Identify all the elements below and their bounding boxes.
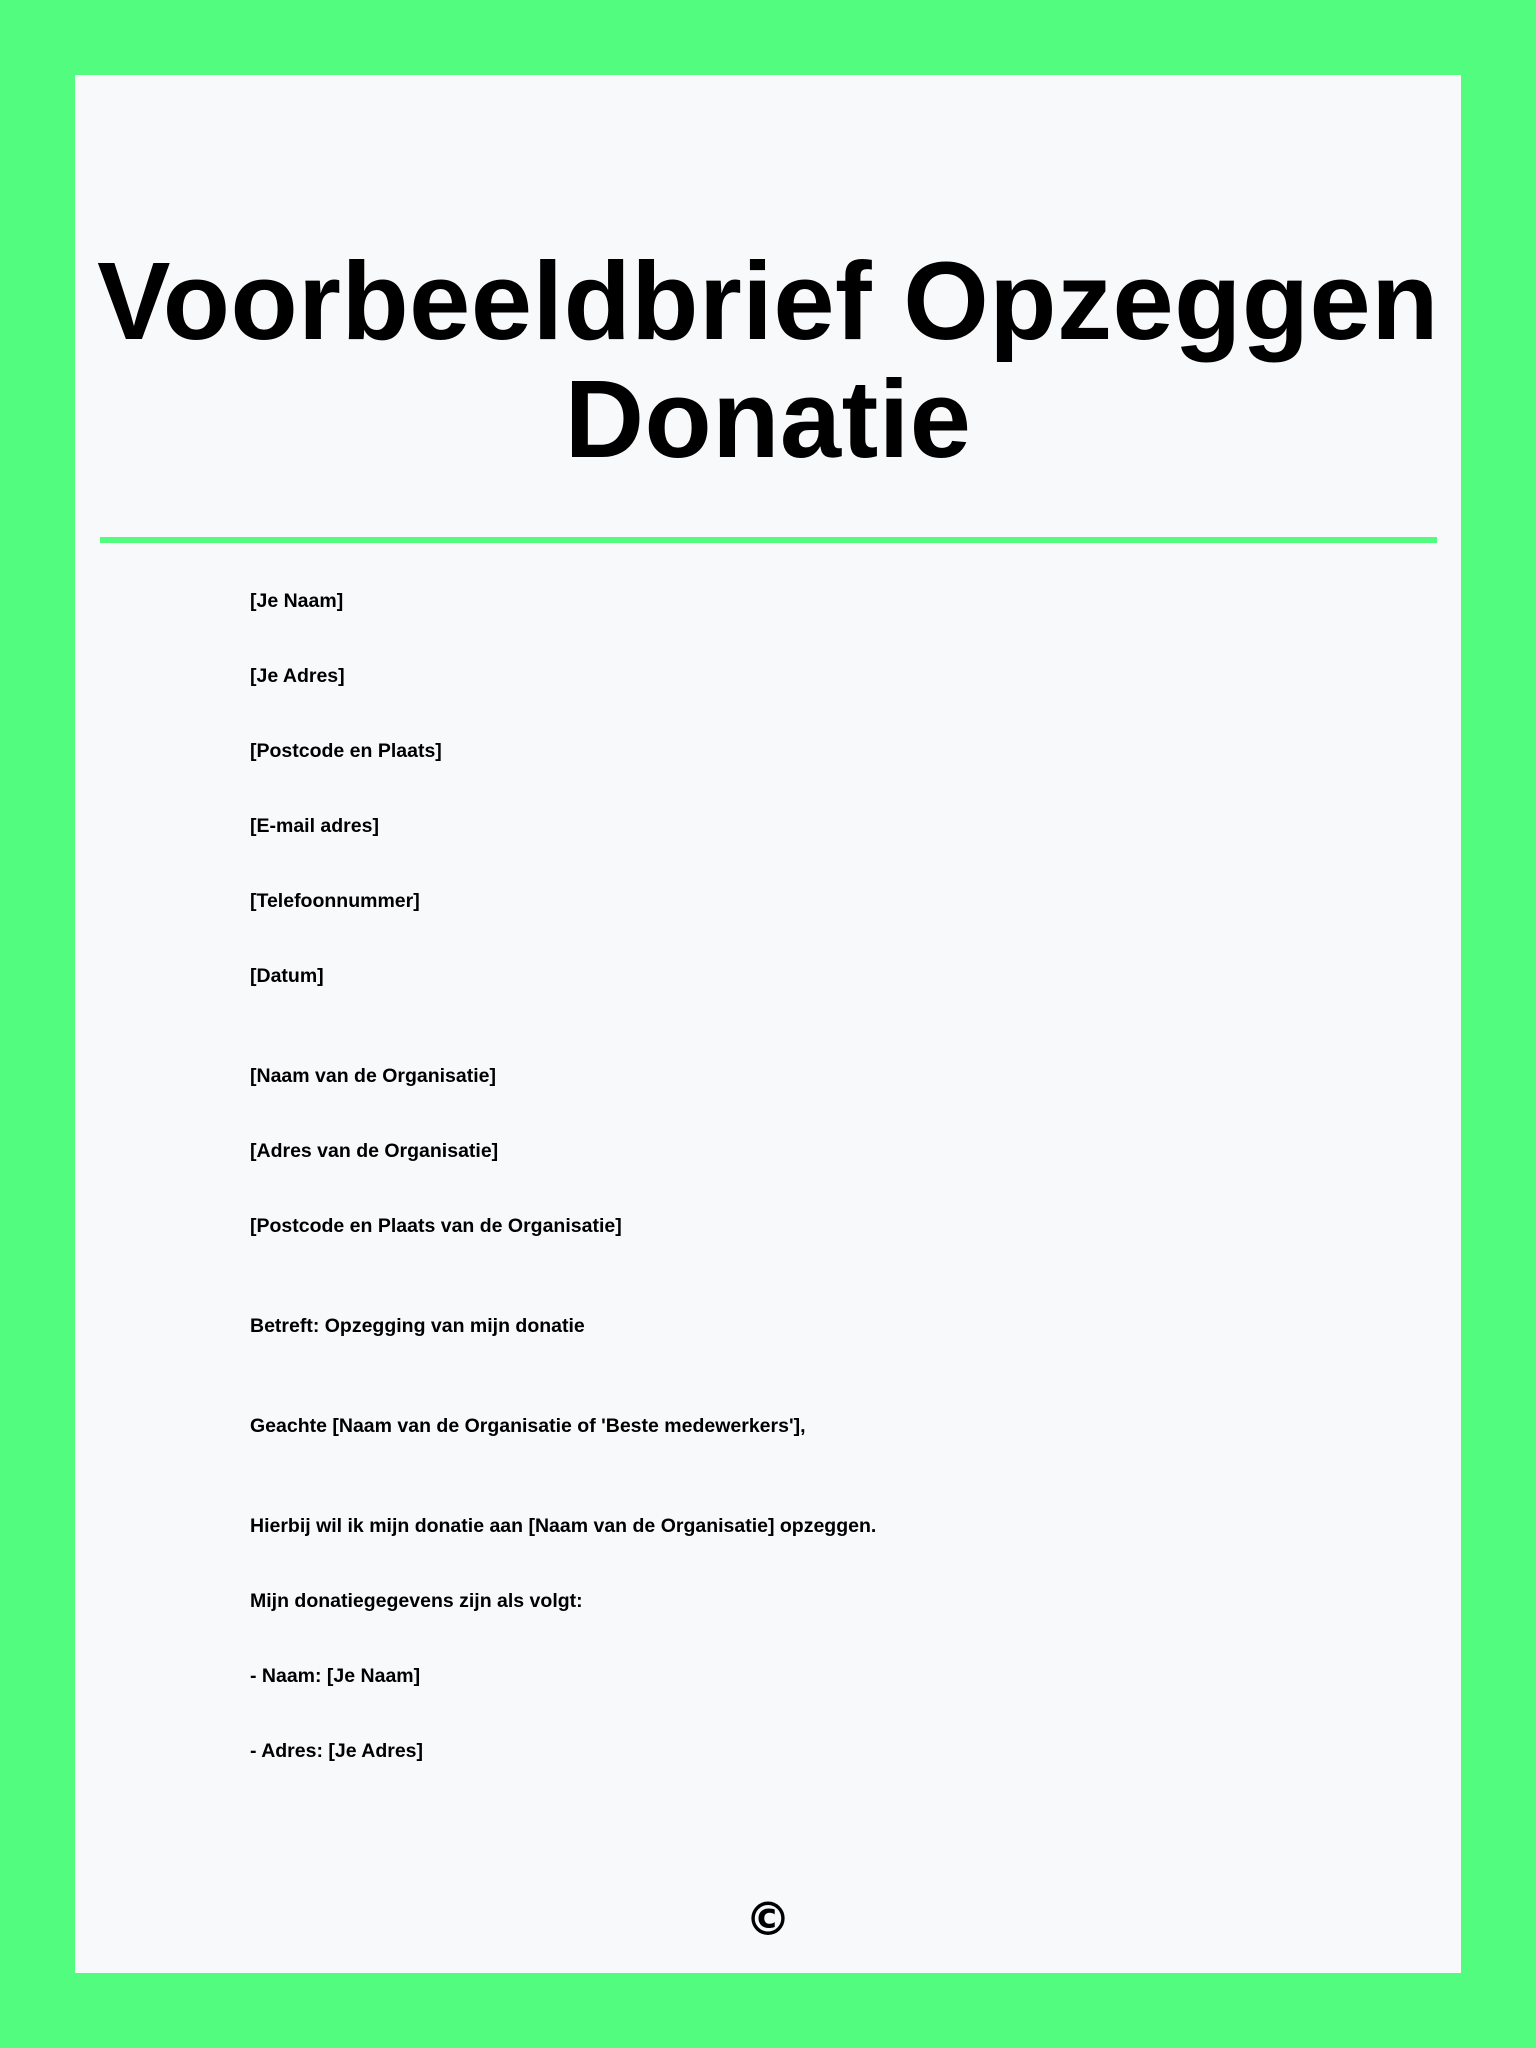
body-paragraph: Hierbij wil ik mijn donatie aan [Naam van de Organisatie] opzeggen. [250, 1515, 877, 1537]
recipient-postcode-city: [Postcode en Plaats van de Organisatie] [250, 1215, 622, 1237]
sender-address: [Je Adres] [250, 665, 345, 687]
copyright-icon: © [745, 1892, 791, 1946]
body-list-item: - Adres: [Je Adres] [250, 1740, 424, 1762]
body-paragraph: Mijn donatiegegevens zijn als volgt: [250, 1590, 583, 1612]
letter-salutation: Geachte [Naam van de Organisatie of 'Beste medewerkers'], [250, 1415, 806, 1437]
sender-name: [Je Naam] [250, 590, 344, 612]
sender-phone: [Telefoonnummer] [250, 890, 420, 912]
recipient-name: [Naam van de Organisatie] [250, 1065, 496, 1087]
sender-postcode-city: [Postcode en Plaats] [250, 740, 442, 762]
body-list-item: - Naam: [Je Naam] [250, 1665, 421, 1687]
letter-date: [Datum] [250, 965, 324, 987]
sender-email: [E-mail adres] [250, 815, 379, 837]
page-title: Voorbeeldbrief Opzeggen Donatie [97, 240, 1439, 481]
letter-page [75, 75, 1461, 1973]
title-divider [100, 537, 1437, 543]
recipient-address: [Adres van de Organisatie] [250, 1140, 499, 1162]
letter-subject: Betreft: Opzegging van mijn donatie [250, 1315, 585, 1337]
